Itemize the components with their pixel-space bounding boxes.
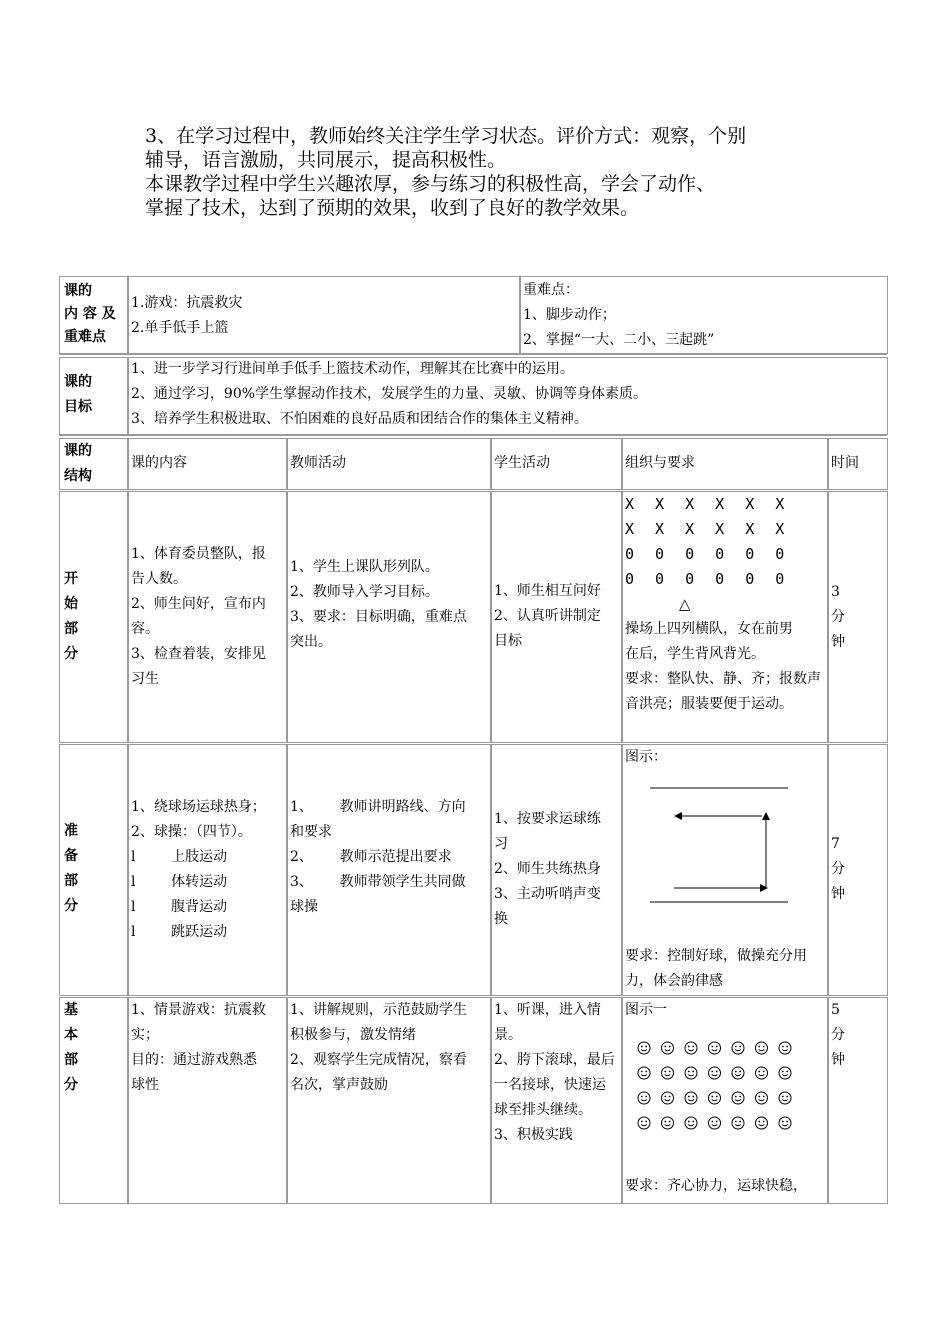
student-smiley-icon (732, 1117, 744, 1129)
start-organization: X X X X X X X X X X X X 0 0 0 0 0 0 0 0 0 0 0 0 △ 操场上四列横队，女在前男 在后，学生背风背光。 要求：整队快、静、齐；报数声 音洪亮；服装要便于运动。 (623, 492, 828, 717)
student-smiley-icon (779, 1042, 791, 1054)
student-smiley-icon (779, 1092, 791, 1104)
structure-label: 课的 结构 (64, 443, 92, 484)
prep-student: 1、按要求运球练 习 2、师生共练热身 3、主动听哨声变 换 (494, 811, 601, 927)
student-smiley-icon (756, 1092, 768, 1104)
intro-line: 本课教学过程中学生兴趣浓厚，参与练习的积极性高，学会了动作、 (145, 173, 716, 195)
student-smiley-icon (638, 1092, 650, 1104)
section-label-prep: 准 备 部 分 (64, 823, 78, 914)
intro-paragraph (145, 124, 845, 220)
student-smiley-icon (709, 1067, 721, 1079)
student-smiley-icon (756, 1042, 768, 1054)
teacher-triangle-icon: △ (679, 595, 691, 613)
student-smiley-icon (732, 1092, 744, 1104)
formation-row: X X X X X X (625, 495, 791, 513)
route-diagram (622, 770, 826, 910)
student-smiley-icon (685, 1067, 697, 1079)
goal-items: 1、进一步学习行进间单手低手上篮技术动作，理解其在比赛中的运用。 2、通过学习，90%学生掌握动作技术，发展学生的力量、灵敏、协调等身体素质。 3、培养学生积极进取、不怕困难的良好品质和团结合作的集体主义精神。 (131, 361, 648, 427)
col-header-teacher: 教师活动 (290, 455, 346, 471)
section-label-basic: 基 本 部 分 (64, 1002, 78, 1093)
formation-row: X X X X X X (625, 520, 791, 538)
prep-teacher: 1、 教师讲明路线、方向 和要求 2、 教师示范提出要求 3、 教师带领学生共同做 球操 (290, 799, 466, 915)
basic-time: 5 分 钟 (831, 1002, 845, 1068)
section-label-start: 开 始 部 分 (64, 571, 78, 662)
col-header-student: 学生活动 (494, 455, 550, 471)
col-header-organization: 组织与要求 (625, 455, 695, 471)
prep-organization: 要求：控制好球，做操充分用 力，体会韵律感 (625, 948, 807, 989)
basic-student: 1、听课，进入情 景。 2、胯下滚球，最后 一名接球，快速运 球至排头继续。 3、积极实践 (494, 1002, 615, 1143)
student-smiley-icon (638, 1117, 650, 1129)
route-arrow-head (674, 812, 682, 820)
student-smiley-icon (662, 1042, 674, 1054)
student-smiley-icon (662, 1067, 674, 1079)
intro-line: 辅导，语言激励，共同展示，提高积极性。 (145, 149, 507, 171)
start-teacher: 1、学生上课队形列队。 2、教师导入学习目标。 3、要求：目标明确，重难点 突出。 (290, 559, 467, 650)
prep-diagram-title: 图示： (625, 749, 667, 765)
student-smiley-icon (685, 1092, 697, 1104)
content-items: 1.游戏：抗震救灾 2.单手低手上篮 (131, 295, 243, 336)
student-smiley-icon (779, 1067, 791, 1079)
student-smiley-icon (638, 1067, 650, 1079)
student-smiley-icon (638, 1042, 650, 1054)
intro-line: 3、在学习过程中，教师始终关注学生学习状态。评价方式：观察，个别 (145, 125, 747, 147)
student-smiley-icon (709, 1092, 721, 1104)
prep-time: 7 分 钟 (831, 836, 845, 902)
key-points: 重难点： 1、脚步动作； 2、掌握“一大、二小、三起跳” (521, 278, 881, 353)
key-points-title: 重难点： (523, 282, 579, 298)
student-smiley-icon (756, 1067, 768, 1079)
smiley-formation-diagram (622, 1036, 826, 1136)
basic-organization: 要求：齐心协力，运球快稳， (625, 1178, 807, 1194)
content-label: 课的 内 容 及 重难点 (64, 283, 116, 345)
route-arrow-head (762, 812, 770, 820)
student-smiley-icon (685, 1117, 697, 1129)
basic-diagram-title: 图示一 (625, 1002, 667, 1018)
col-header-content: 课的内容 (131, 455, 187, 471)
intro-line: 掌握了技术，达到了预期的效果，收到了良好的教学效果。 (145, 197, 640, 219)
formation-row: 0 0 0 0 0 0 (625, 545, 791, 563)
start-time: 3 分 钟 (831, 584, 845, 650)
student-smiley-icon (662, 1092, 674, 1104)
row-separator (59, 353, 887, 355)
row-separator (59, 434, 887, 436)
goal-label: 课的 目标 (64, 374, 92, 415)
student-smiley-icon (732, 1042, 744, 1054)
student-smiley-icon (662, 1117, 674, 1129)
basic-content: 1、情景游戏：抗震救 实； 目的：通过游戏熟悉 球性 (131, 1002, 266, 1093)
start-content: 1、体育委员整队，报 告人数。 2、师生问好，宣布内 容。 3、检查着装，安排见 习生 (131, 546, 266, 687)
col-header-time: 时间 (831, 455, 859, 471)
student-smiley-icon (709, 1042, 721, 1054)
table-bottom-border (59, 1203, 887, 1204)
prep-content: 1、绕球场运球热身； 2、球操：（四节）。 l 上肢运动 l 体转运动 l 腹背运动 l 跳跃运动 (131, 799, 266, 940)
route-arrow-head (760, 884, 768, 892)
student-smiley-icon (732, 1067, 744, 1079)
student-smiley-icon (685, 1042, 697, 1054)
formation-row: 0 0 0 0 0 0 (625, 570, 791, 588)
student-smiley-icon (756, 1117, 768, 1129)
start-student: 1、师生相互问好 2、认真听讲制定 目标 (494, 583, 601, 649)
student-smiley-icon (779, 1117, 791, 1129)
student-smiley-icon (709, 1117, 721, 1129)
basic-teacher: 1、讲解规则，示范鼓励学生 积极参与，激发情绪 2、观察学生完成情况，察看 名次，掌声鼓励 (290, 1002, 467, 1093)
